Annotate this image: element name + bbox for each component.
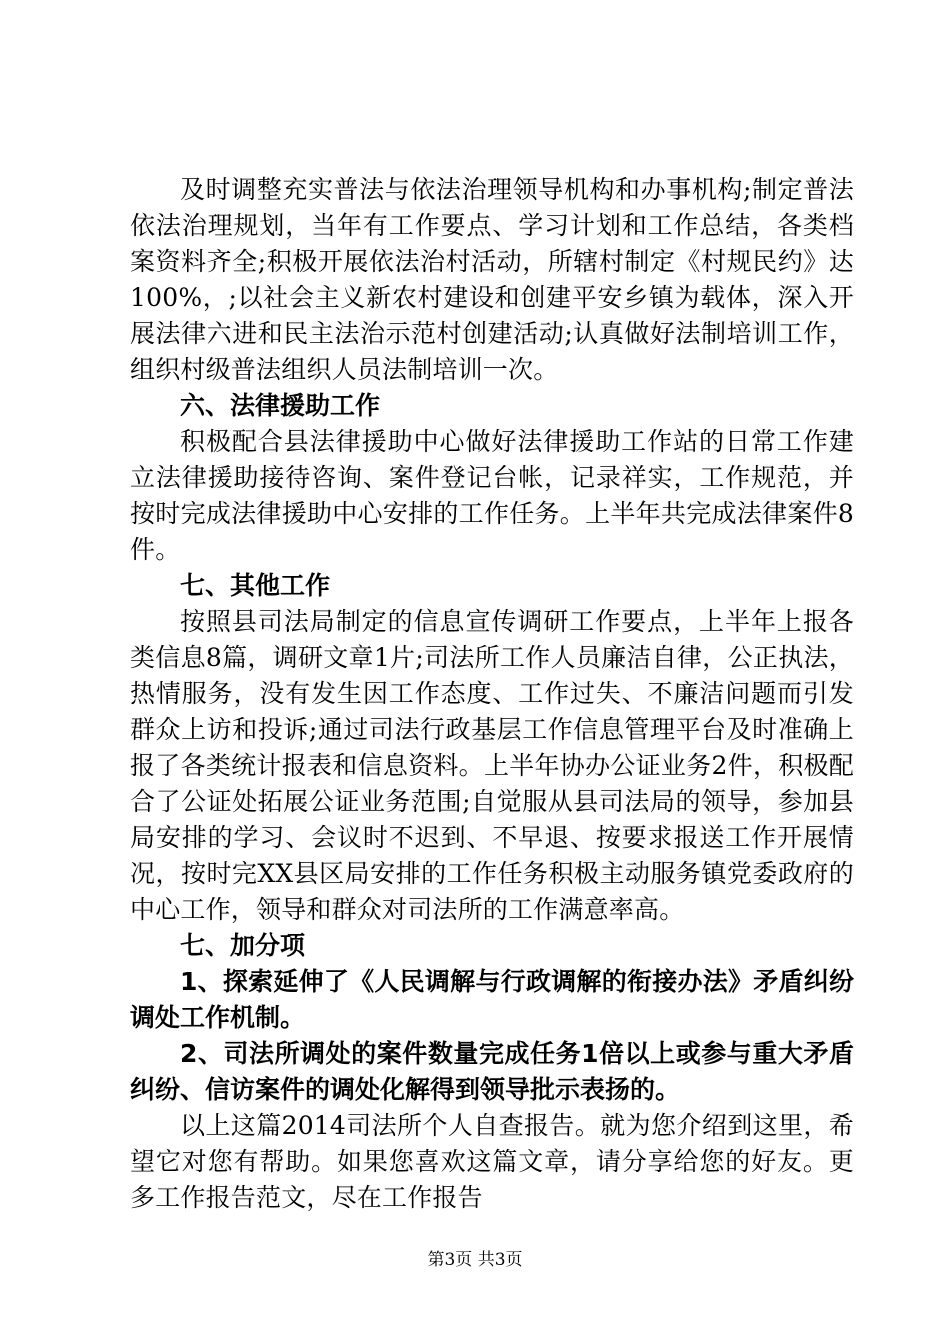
- paragraph-legal-governance: 及时调整充实普法与依法治理领导机构和办事机构;制定普法依法治理规划，当年有工作要点、学习计划和工作总结，各类档案资料齐全;积极开展依法治村活动，所辖村制定《村规民约》达100%，;以社会主义新农村建设和创建平安乡镇为载体，深入开展法律六进和民主法治示范村创建活动;认真做好法制培训工作，组织村级普法组织人员法制培训一次。: [130, 175, 854, 384]
- bonus-item-2: 2、司法所调处的案件数量完成任务1倍以上或参与重大矛盾纠纷、信访案件的调处化解得到领导批示表扬的。: [130, 1039, 854, 1104]
- section-heading-other-work: 七、其他工作: [180, 571, 331, 600]
- paragraph-other-work: 按照县司法局制定的信息宣传调研工作要点，上半年上报各类信息8篇，调研文章1片;司法所工作人员廉洁自律，公正执法，热情服务，没有发生因工作态度、工作过失、不廉洁问题而引发群众上访和投诉;通过司法行政基层工作信息管理平台及时准确上报了各类统计报表和信息资料。上半年协办公证业务2件，积极配合了公证处拓展公证业务范围;自觉服从县司法局的领导，参加县局安排的学习、会议时不迟到、不早退、按要求报送工作开展情况，按时完XX县区局安排的工作任务积极主动服务镇党委政府的中心工作，领导和群众对司法所的工作满意率高。: [130, 607, 854, 924]
- bonus-item-1: 1、探索延伸了《人民调解与行政调解的衔接办法》矛盾纠纷调处工作机制。: [130, 967, 854, 1032]
- page-number-footer: 第3页 共3页: [427, 1250, 523, 1270]
- paragraph-closing: 以上这篇2014司法所个人自查报告。就为您介绍到这里，希望它对您有帮助。如果您喜欢这篇文章，请分享给您的好友。更多工作报告范文，尽在工作报告: [130, 1111, 854, 1212]
- document-body: [130, 172, 854, 1216]
- section-heading-bonus-items: 七、加分项: [180, 931, 306, 960]
- section-heading-legal-aid: 六、法律援助工作: [180, 391, 381, 420]
- paragraph-legal-aid: 积极配合县法律援助中心做好法律援助工作站的日常工作建立法律援助接待咨询、案件登记台帐，记录祥实，工作规范，并按时完成法律援助中心安排的工作任务。上半年共完成法律案件8件。: [130, 427, 854, 564]
